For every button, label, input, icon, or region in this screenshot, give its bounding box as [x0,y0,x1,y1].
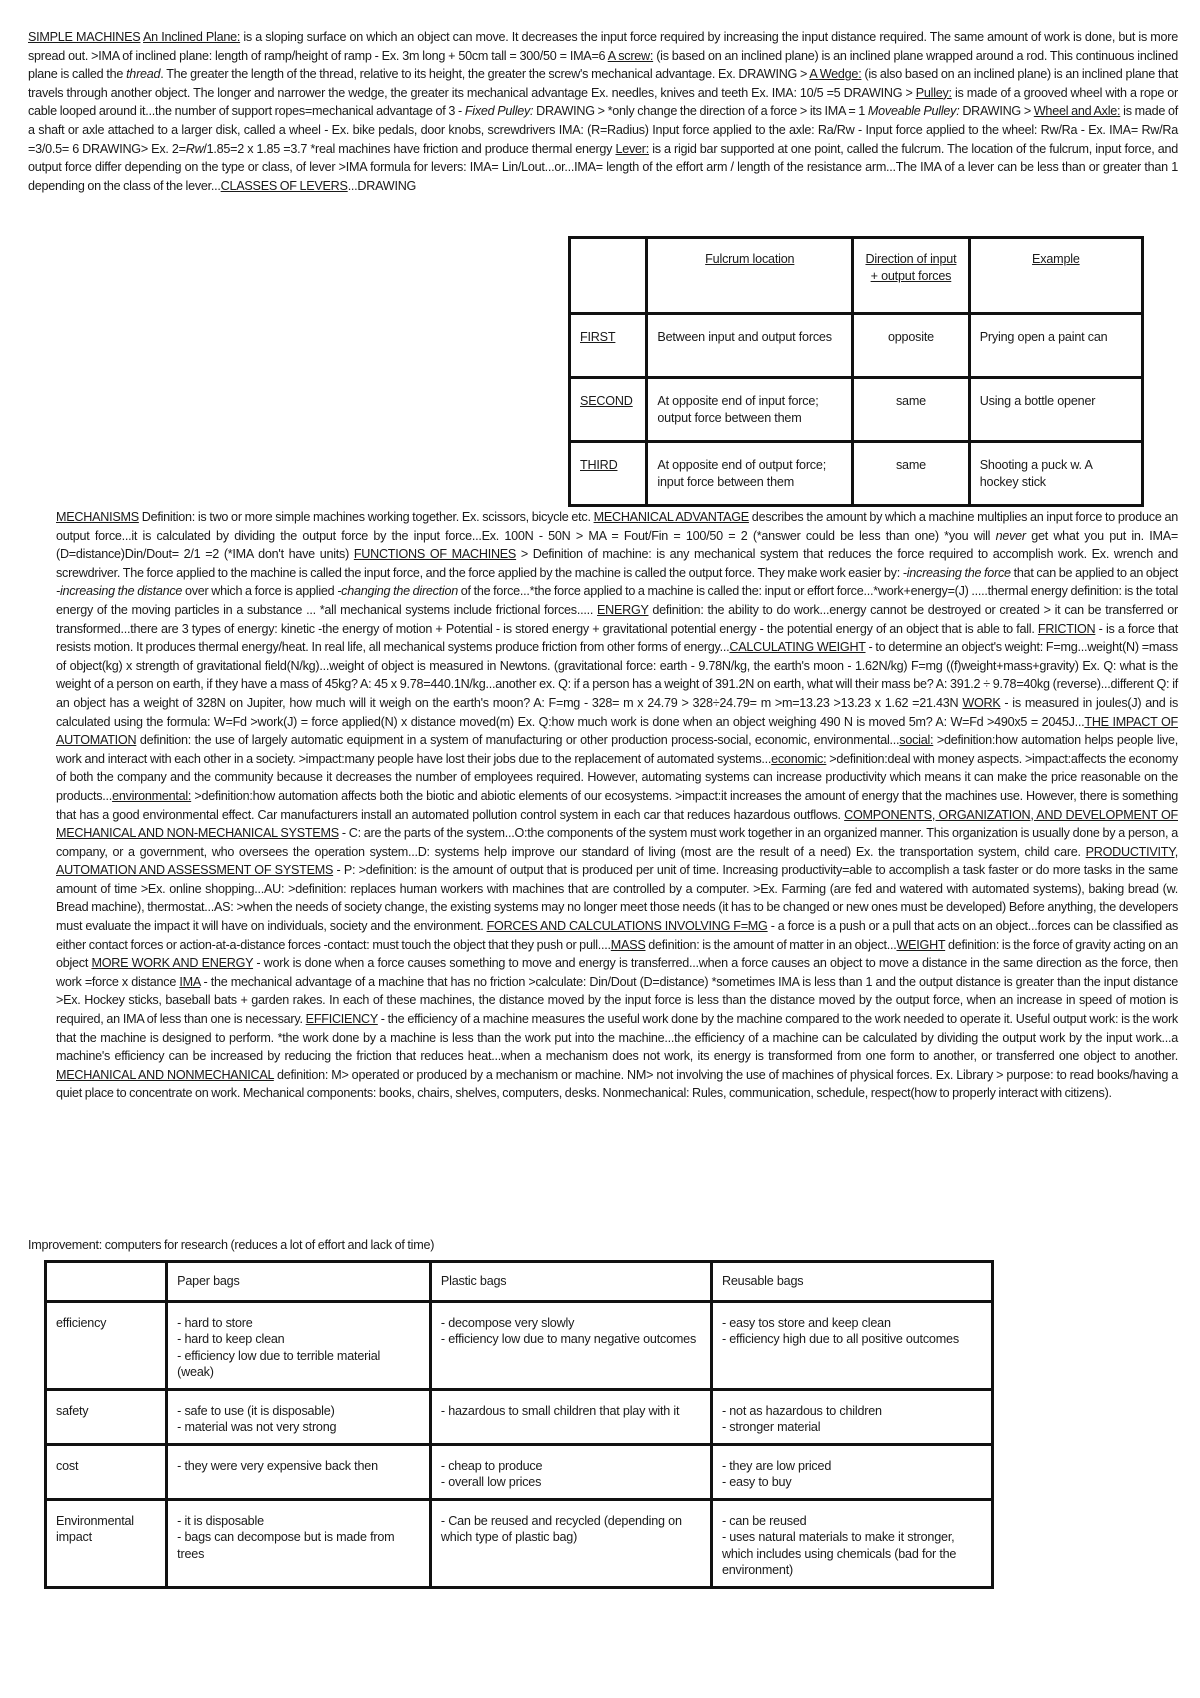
italic-term: never [995,528,1026,543]
text-run: over which a force is applied [182,584,338,599]
fulcrum-cell: Between input and output forces [647,314,853,378]
underlined-heading: An Inclined Plane: [143,30,241,44]
table-row [46,1301,993,1389]
reusable-cell: - can be reused - uses natural materials to make it stronger, which includes using chemicals (bad for the environment) [711,1499,992,1587]
text-run: is made of a shaft or axle attached to a larger disk, called a wheel - Ex. bike pedals, door knobs, screwdrivers IMA: (R=Radius) Input force applied to the axle: Ra/Rw - Input force applied to the wheel: Rw/Ra - Ex. IMA= Rw/Ra =3/0.5= 6 DRAWING> Ex. 2= [28,104,1178,156]
header-cell: Example [969,238,1142,314]
text-run: - work is done when a force causes something to move and energy is transferred...when a force causes an object to move a distance in the same direction as the force, then work =force x distance [56,956,1178,989]
header-cell: Fulcrum location [647,238,853,314]
improvement-line: Improvement: computers for research (reduces a lot of effort and lack of time) [28,1238,435,1252]
mechanisms-notes [56,508,1178,1103]
text-run: definition: is the force of gravity acting on an object [56,937,1179,971]
underlined-heading: WORK [962,695,1001,710]
underlined-heading: Wheel and Axle: [1033,104,1121,119]
lever-classes-table [568,236,1144,507]
text-run: >definition:how automation affects both the biotic and abiotic elements of our ecosystems. >impact:it increases the amount of energy that the machines use. However, there is something that has a good environmental effect. Car manufacturers install an automated pollution control system in each car that reduces hazardous outflows. [56,788,1178,822]
underlined-heading: CALCULATING WEIGHT [729,640,866,655]
underlined-heading: A Wedge: [809,67,862,82]
underlined-heading: economic: [771,751,827,766]
text-run: is a sloping surface on which an object can move. It decreases the input force required by increasing the input distance required. The same amount of work is done, but is more spread out. >IMA of inclined plane: length of ramp/height of ramp - Ex. 3m long + 50cm tall = 300/50 = IMA=6 [28,30,1178,63]
underlined-heading: environmental: [112,788,192,803]
table-row [570,378,1143,442]
italic-term: Moveable Pulley: [867,104,960,119]
paper-cell: - they were very expensive back then [167,1444,431,1499]
row-label-cell: Environmental impact [46,1499,167,1587]
italic-term: Rw [185,141,204,156]
paper-cell: - hard to store - hard to keep clean - efficiency low due to terrible material (weak) [167,1301,431,1389]
plastic-cell: - Can be reused and recycled (depending on which type of plastic bag) [430,1499,711,1587]
paper-cell: - safe to use (it is disposable) - material was not very strong [167,1389,431,1444]
italic-term: -increasing the distance [56,584,183,599]
text-run: - is measured in joules(J) and is calculated using the formula: W=Fd >work(J) = force applied(N) x distance moved(m) Ex. Q:how much work is done when an object weighing 490 N is moved 5m? A: W=Fd >490x5 = 2045J... [56,695,1179,729]
row-label-cell: cost [46,1444,167,1499]
paper-cell: - it is disposable - bags can decompose but is made from trees [167,1499,431,1587]
text-run: is a rigid bar supported at one point, called the fulcrum. The location of the fulcrum, input force, and output force differ depending on the type or class, of lever >IMA formula for levers: IMA= Lin/Lout...or...IMA= length of the effort arm / length of the resistance arm...The IMA of a lever can be less than or greater than 1 depending on the class of the lever... [28,141,1179,193]
underlined-heading: COMPONENTS, ORGANIZATION, AND DEVELOPMENT OF MECHANICAL AND NON-MECHANICAL SYSTEMS [56,807,1178,841]
text-run: - to determine an object's weight: F=mg...weight(N) =mass of object(kg) x strength of gravitational field(N/kg)...weight of object is measured in Newtons. (gravitational force: earth - 9.78N/kg, the earth's moon - 1.62N/kg) F=mg ((f)weight+mass+gravity) Ex. Q: what is the weight of a person on earth, if they have a mass of 45kg? A: 45 x 9.78=440.1N/kg...another ex. Q: if a person has a weight of 391.2N on earth, what will their mass be? A: 391.2 ÷ 9.78=40kg (reverse)...different Q: if an object has a weight of 328N on Jupiter, how much will it weigh on the earth's moon? A: F=mg - 328= m x 24.79 > 328÷24.79= m >m=13.23 >13.23 x 1.62 =21.43N [56,640,1178,710]
text-run: (is also based on an inclined plane) is an inclined plane that travels through another object. The longer and narrower the wedge, the greater its mechanical advantage Ex. needles, knives and teeth Ex. IMA: 10/5 =5 DRAWING > [28,67,1178,100]
underlined-heading: social: [899,733,934,748]
italic-term: -increasing the force [902,565,1011,580]
lever-class-cell: THIRD [570,442,647,506]
direction-cell: opposite [853,314,970,378]
text-run: DRAWING > [959,104,1034,119]
direction-cell: same [853,442,970,506]
fulcrum-cell: At opposite end of output force; input force between them [647,442,853,506]
table-header-row [570,238,1143,314]
underlined-heading: A screw: [607,48,654,63]
text-run: ...DRAWING [347,178,417,193]
header-cell [46,1262,167,1302]
example-cell: Prying open a paint can [969,314,1142,378]
direction-cell: same [853,378,970,442]
text-run: is made of a grooved wheel with a rope or cable looped around it...the number of support ropes=mechanical advantage of 3 - [28,85,1178,119]
text-run: > Definition of machine: is any mechanical system that reduces the force required to accomplish work. Ex. wrench and screwdriver. The force applied to the machine is called the input force, and the force applied by the machine is called the output force. They make work easier by: [56,547,1179,580]
text-run: - C: are the parts of the system...O:the components of the system must work together in an organized manner. This organization is usually done by a person, a company, or a government, who oversees the operation system...D: systems help improve our standard of living (most are the result of a need) Ex. the transportation system, child care. [56,826,1178,859]
lever-class-cell: FIRST [570,314,647,378]
example-cell: Shooting a puck w. A hockey stick [969,442,1142,506]
underlined-heading: MORE WORK AND ENERGY [91,956,254,971]
header-cell: Plastic bags [430,1262,711,1302]
text-run: >definition:how automation helps people live, work and interact with each other in a society. >impact:many people have lost their jobs due to the replacement of automated systems... [56,733,1179,766]
underlined-heading: FUNCTIONS OF MACHINES [353,547,517,562]
text-run: >definition:deal with money aspects. >impact:affects the economy of both the company and the community because it decreases the number of employees required. However, automating systems can increase productivity which means it can make the price reasonable on the products... [56,751,1178,803]
text-run: - the mechanical advantage of a machine that has no friction >calculate: Din/Dout (D=distance) *sometimes IMA is less than 1 and the output distance is greater than the input distance >Ex. Hockey sticks, baseball bats + garden rakes. In each of these machines, the distance moved by the input force is less than the distance moved by the output force, when an increase in speed of motion is required, an IMA of less than one is necessary. [56,974,1178,1027]
header-cell: Paper bags [167,1262,431,1302]
table-row [570,442,1143,506]
text-run: that can be applied to an object [1010,565,1178,580]
text-run: - is a force that resists motion. It produces thermal energy/heat. In real life, all mechanical systems produce friction from other forms of energy... [56,621,1178,655]
underlined-heading: FRICTION [1037,621,1096,636]
text-run: - the efficiency of a machine measures the useful work done by the machine compared to the work needed to operate it. Useful output work: is the work that the machine is designed to perform. *the work done by a machine is less than the work put into the machine...the efficiency of a machine can be calculated by dividing the output work by the input work...a machine's efficiency can be increased by reducing the friction that reduces heat...when a mechanism does not work, its energy is transformed from one form to another, or transferred one object to another. [56,1012,1178,1064]
underlined-heading: PRODUCTIVITY, AUTOMATION AND ASSESSMENT OF SYSTEMS [56,844,1178,878]
underlined-heading: MASS [610,937,646,952]
table-row [570,314,1143,378]
text-run: definition: is the amount of matter in an object... [645,937,897,952]
text-run: /1.85=2 x 1.85 =3.7 *real machines have friction and produce thermal energy [203,141,616,156]
bags-comparison-table [44,1260,994,1589]
table-row [46,1389,993,1444]
italic-term: thread [126,67,161,82]
underlined-heading: MECHANICAL ADVANTAGE [593,510,749,524]
text-run: DRAWING > *only change the direction of a force > its IMA = 1 [533,104,868,119]
fulcrum-cell: At opposite end of input force; output force between them [647,378,853,442]
plastic-cell: - cheap to produce - overall low prices [430,1444,711,1499]
underlined-heading: EFFICIENCY [305,1012,378,1027]
underlined-heading: FORCES AND CALCULATIONS INVOLVING F=MG [486,919,768,934]
table-row [46,1444,993,1499]
example-cell: Using a bottle opener [969,378,1142,442]
row-label-cell: safety [46,1389,167,1444]
italic-term: -changing the direction [337,584,458,599]
plastic-cell: - hazardous to small children that play with it [430,1389,711,1444]
table-row [46,1499,993,1587]
text-run: . The greater the length of the thread, relative to its height, the greater the screw's mechanical advantage. Ex. DRAWING > [160,67,810,82]
reusable-cell: - not as hazardous to children - stronger material [711,1389,992,1444]
underlined-heading: THE IMPACT OF AUTOMATION [56,714,1178,748]
underlined-heading: MECHANICAL AND NONMECHANICAL [56,1067,274,1082]
text-run: - a force is a push or a pull that acts on an object...forces can be classified as either contact forces or action-at-a-distance forces -contact: must touch the object that they push or pull.... [56,919,1178,952]
header-cell: Direction of input + output forces [853,238,970,314]
underlined-heading: SIMPLE MACHINES [28,30,141,44]
text-run: of the force...*the force applied to a machine is called the: input or effort force...*work+energy=(J) .....thermal energy definition: is the total energy of the moving particles in a substance ... *all mechanical systems include frictional forces..... [56,584,1179,617]
text-run: - P: >definition: is the amount of output that is produced per unit of time. Increasing productivity=able to accomplish a task faster or do more tasks in the same amount of time >Ex. online shopping...AU: >definition: replaces human workers with machines that are controlled by a computer. >Ex. Farming (are fed and watered with automated systems), baking bread (w. Bread machine), thermostat...AS: >when the needs of society change, the existing systems may no longer meet those needs (it has to be changed or new ones must be developed) Before anything, the developers must evaluate the impact it will have on individuals, society and the environment. [56,863,1178,934]
text-run: (is based on an inclined plane) is an inclined plane wrapped around a rod. This continuous inclined plane is called the [28,48,1178,82]
text-run: get what you put in. IMA=(D=distance)Din/Dout= 2/1 =2 (*IMA don't have units) [56,528,1178,562]
simple-machines-notes [28,28,1178,195]
underlined-heading: WEIGHT [896,937,946,952]
reusable-cell: - easy tos store and keep clean - efficiency high due to all positive outcomes [711,1301,992,1389]
row-label-cell: efficiency [46,1301,167,1389]
underlined-heading: MECHANISMS [56,510,139,524]
text-run: definition: the use of largely automatic equipment in a system of manufacturing or other production process-social, economic, environmental... [136,733,900,748]
italic-term: Fixed Pulley: [464,104,534,119]
text-run: Definition: is two or more simple machines working together. Ex. scissors, bicycle etc. [138,510,594,524]
underlined-heading: CLASSES OF LEVERS [220,178,348,193]
table-header-row [46,1262,993,1302]
header-cell [570,238,647,314]
reusable-cell: - they are low priced - easy to buy [711,1444,992,1499]
underlined-heading: Lever: [615,141,649,156]
header-cell: Reusable bags [711,1262,992,1302]
underlined-heading: Pulley: [915,85,952,100]
underlined-heading: IMA [179,974,201,989]
plastic-cell: - decompose very slowly - efficiency low due to many negative outcomes [430,1301,711,1389]
text-run: definition: the ability to do work...energy cannot be destroyed or created > it can be transferred or transformed...there are 3 types of energy: kinetic -the energy of motion + Potential - is stored energy + gravitational potential energy - the potential energy of an object that is able to fall. [56,602,1178,636]
text-run: describes the amount by which a machine multiplies an input force to produce an output force...it is calculated by dividing the output force by the input force...Ex. 100N - 50N > MA = Fout/Fin = 100/50 = 2 (*answer could be less than one) *you will [56,510,1178,543]
lever-class-cell: SECOND [570,378,647,442]
underlined-heading: ENERGY [597,602,649,617]
text-run: definition: M> operated or produced by a mechanism or machine. NM> not involving the use of machines of physical forces. Ex. Library > purpose: to read books/having a quiet place to concentrate on work. Mechanical components: books, chairs, shelves, computers, desks. Nonmechanical: Rules, communication, schedule, respect(how to properly interact with citizens). [56,1067,1178,1101]
